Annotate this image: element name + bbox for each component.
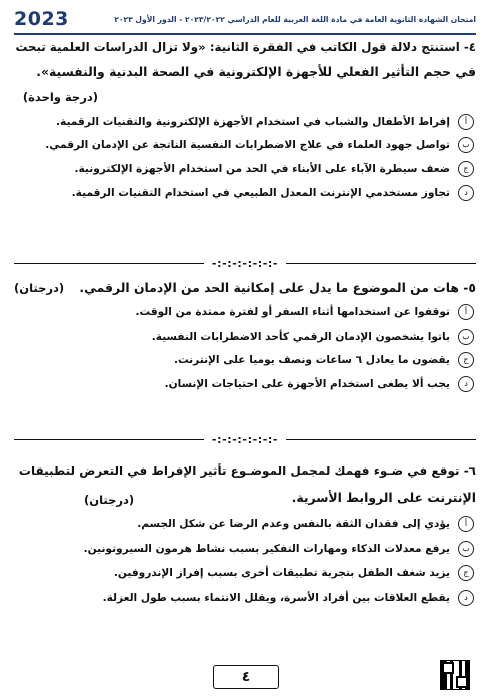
option-letter: ج	[458, 352, 474, 368]
question-6-grade: (درجتان)	[84, 493, 135, 507]
option-letter: ب	[458, 137, 474, 153]
q5-option-a[interactable]	[24, 303, 474, 321]
q4-option-a[interactable]	[24, 113, 474, 131]
option-letter: ج	[458, 565, 474, 581]
option-letter: ج	[458, 161, 474, 177]
option-letter: د	[458, 590, 474, 606]
question-5-line-1: ٥- هات من الموضوع ما يدل على إمكانية الحد من الإدمان الرقمي.	[79, 280, 476, 295]
question-4-line-1: ٤- استنتج دلالة قول الكاتب في الفقرة الثانية: «ولا تزال الدراسات العلمية تبحث	[15, 40, 476, 54]
exam-year: 2023	[14, 8, 69, 30]
option-text: باتوا يشخصون الإدمان الرقمي كأحد الاضطرابات النفسية.	[151, 331, 450, 343]
option-text: يزيد شغف الطفل بتجربة تطبيقات أخرى بسبب إفراز الإندروفين.	[113, 567, 450, 579]
option-letter: ب	[458, 329, 474, 345]
question-6-line-1: ٦- توقع في ضـوء فهمك لمجمل الموضـوع تأثير الإفراط في التعرض لتطبيقات	[18, 464, 476, 478]
page-number: ٤	[213, 665, 279, 689]
question-5-grade: (درجتان)	[14, 281, 65, 295]
divider-line	[14, 263, 204, 264]
option-letter: د	[458, 376, 474, 392]
option-letter: أ	[458, 114, 474, 130]
q4-option-c[interactable]	[24, 160, 474, 178]
option-text: يقطع العلاقات بين أفراد الأسرة، ويقلل الانتماء بسبب طول العزلة.	[102, 592, 450, 604]
q5-option-b[interactable]	[24, 328, 474, 346]
q6-option-b[interactable]	[24, 540, 474, 558]
option-text: تواصل جهود العلماء في علاج الاضطرابات النفسية الناتجة عن الإدمان الرقمي.	[45, 139, 450, 151]
divider-dashes: -:-:-:-:-:-:-	[211, 432, 279, 446]
option-text: يؤدي إلى فقدان الثقة بالنفس وعدم الرضا عن شكل الجسم.	[137, 518, 450, 530]
section-divider-2	[14, 432, 476, 446]
option-letter: أ	[458, 516, 474, 532]
option-letter: أ	[458, 304, 474, 320]
q6-option-a[interactable]	[24, 515, 474, 533]
question-4-grade: (درجة واحدة)	[22, 90, 98, 104]
option-text: تجاوز مستخدمي الإنترنت المعدل الطبيعي في استخدام التقنيات الرقمية.	[71, 187, 450, 199]
divider-line	[14, 439, 204, 440]
option-text: يجب ألا يطغى استخدام الأجهزة على احتياجات الإنسان.	[164, 378, 450, 390]
q6-option-c[interactable]	[24, 564, 474, 582]
option-text: ضعف سيطرة الآباء على الأبناء في الحد من استخدام الأجهزة الإلكترونية.	[74, 163, 450, 175]
divider-dashes: -:-:-:-:-:-:-	[211, 256, 279, 270]
qr-code-icon	[440, 660, 470, 690]
q5-option-c[interactable]	[24, 351, 474, 369]
option-text: إفراط الأطفال والشباب في استخدام الأجهزة الإلكترونية والتقنيات الرقمية.	[56, 116, 450, 128]
divider-line	[286, 263, 476, 264]
q5-option-d[interactable]	[24, 375, 474, 393]
q6-option-d[interactable]	[24, 589, 474, 607]
header-rule	[14, 33, 476, 35]
section-divider-1	[14, 256, 476, 270]
option-text: يرفع معدلات الذكاء ومهارات التفكير بسبب نشاط هرمون السيروتونين.	[83, 543, 450, 555]
option-letter: ب	[458, 541, 474, 557]
question-4-line-2: في حجم التأثير الفعلي للأجهزة الإلكترونية في الصحة البدنية والنفسية».	[36, 64, 476, 79]
option-text: يقضون ما يعادل ٦ ساعات ونصف يوميا على الإنترنت.	[173, 354, 450, 366]
option-text: توقفوا عن استخدامها أثناء السفر أو لفترة ممتدة من الوقت.	[135, 306, 450, 318]
page-header	[14, 6, 476, 32]
question-6-line-2: الإنترنت على الروابط الأسرية.	[291, 490, 476, 505]
exam-title: امتحان الشهادة الثانوية العامة في مادة اللغة العربية للعام الدراسي ٢٠٢٣/٢٠٢٢ - الدور الأول ٢٠٢٣	[114, 14, 476, 24]
q4-option-b[interactable]	[24, 136, 474, 154]
divider-line	[286, 439, 476, 440]
option-letter: د	[458, 185, 474, 201]
q4-option-d[interactable]	[24, 184, 474, 202]
